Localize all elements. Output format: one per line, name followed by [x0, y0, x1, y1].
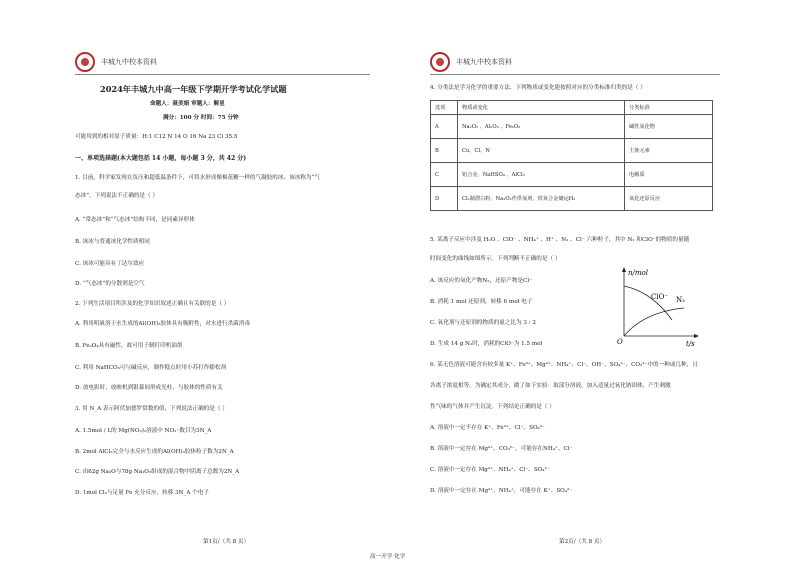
- q3-option-a: A. 1.5mol / L的 Mg(NO₃)₂溶液中 NO₃⁻数目为3N_A: [75, 428, 212, 434]
- school-label: 丰城九中校本资料: [101, 58, 157, 66]
- right-page-number: 第2页/（共 8 页）: [559, 539, 606, 545]
- clo-curve-label: ClO⁻: [651, 293, 669, 301]
- q5-stem-line1: 5. 某离子反应中涉及 H₂O 、ClO⁻ 、NH₄⁺ 、H⁺ 、N₂ 、Cl⁻ 六种粒子，其中 N₂ 和ClO⁻的物质的量随: [430, 237, 690, 243]
- q6-option-a: A. 溶液中一定不存在 K⁺、Fe³⁺、Cl⁻、SO₄²⁻: [430, 425, 545, 431]
- q5-option-b: B. 消耗 1 mol 还原剂，转移 6 mol 电子: [430, 299, 533, 305]
- table-cell: Cl₂制漂白粉、Na₂O₂作供氧剂、铁氧合金储运H₂: [458, 187, 625, 211]
- table-row: [431, 115, 713, 139]
- q3-option-d: D. 1mol Cl₂与足量 Fe 充分反应，转移 3N_A 个电子: [75, 490, 209, 496]
- q3-stem: 3. 用 N_A 表示阿伏加德罗常数的值，下列说法正确的是（ ）: [75, 406, 228, 412]
- table-row: [431, 187, 713, 211]
- q1-line1: 1. 目前，科学家发现在负压和超低温条件下，可将水形成像棉花糖一样的气凝胶的冰，该冰称为“气: [75, 175, 320, 181]
- q5-stem-line2: 时间变化的曲线如图所示。下列判断不正确的是（ ）: [430, 256, 561, 262]
- reaction-graph: [612, 262, 702, 348]
- exam-info: 满分：100 分 时间：75 分钟: [163, 115, 239, 121]
- school-label: 丰城九中校本资料: [456, 58, 512, 66]
- table-row: [431, 139, 713, 163]
- header-divider: [75, 74, 370, 75]
- q2-option-d: D. 放电影时，放映机到银幕间形成光柱，与胶体的性质有关: [75, 385, 223, 391]
- q5-option-c: C. 氧化剂与还原剂的物质的量之比为 3 : 2: [430, 320, 536, 326]
- classification-table: [430, 100, 713, 211]
- table-cell: 铝合金、NaHSO₄ 、AlCl₃: [458, 163, 625, 187]
- bottom-center-label: 高一开学 化学: [370, 554, 406, 560]
- q4-stem: 4. 分类法是学习化学的重要方法，下列物质或变化能按照对应的分类标准归类的是（ ）: [430, 85, 646, 91]
- graph-y-label: n/mol: [628, 269, 648, 277]
- table-cell: B: [431, 139, 458, 163]
- clo-curve: [624, 286, 672, 320]
- table-header-cell: 物质或变化: [458, 101, 625, 115]
- q2-option-c: C. 利用 NaHCO₃可与碱反应，制作糕点时用小苏打作膨松剂: [75, 365, 227, 371]
- table-cell: 主族元素: [625, 139, 713, 163]
- q1-option-d: D. “气态冰”的分散剂是空气: [75, 281, 145, 287]
- table-header-cell: 分类标准: [625, 101, 713, 115]
- section-title: 一、单项选择题(本大题包括 14 小题，每小题 3 分，共 42 分): [75, 155, 247, 162]
- table-cell: Cu、Cl、N: [458, 139, 625, 163]
- table-cell: D: [431, 187, 458, 211]
- n2-curve-label: N₂: [676, 296, 685, 304]
- table-cell: A: [431, 115, 458, 139]
- exam-authors: 命题人：聂美娟 审题人：解星: [150, 101, 225, 107]
- table-cell: C: [431, 163, 458, 187]
- q2-option-a: A. 利用明矾溶于水生成的Al(OH)₃胶体具有吸附性，对水进行杀菌消毒: [75, 321, 250, 327]
- graph-x-label: t/s: [686, 340, 695, 348]
- q2-option-b: B. Fe₃O₄具有磁性，故可用于制打印机油墨: [75, 343, 183, 349]
- left-header: [75, 47, 157, 77]
- atomic-masses: 可能用到的相对原子质量：H:1 C12 N 14 O 16 Na 23 Cl 35.5: [75, 134, 238, 140]
- n2-curve: [624, 308, 684, 336]
- header-divider: [430, 74, 720, 75]
- table-row: [431, 163, 713, 187]
- q6-stem-line2: 各离子浓度相等。为确定其成分，做了如下实验：取部分溶液，加入适量过氧化钠固体，产生刺激: [430, 383, 671, 389]
- table-cell: 碱性氧化物: [625, 115, 713, 139]
- table-cell: 氧化还原反应: [625, 187, 713, 211]
- q3-option-b: B. 2mol AlCl₃完全与水反应生成的Al(OH)₃胶体粒子数为2N_A: [75, 449, 234, 455]
- q6-stem-line1: 6. 某无色溶液可能含有较多量 K⁺、Fe³⁺、Mg²⁺、NH₄⁺、Cl⁻、OH⁻、SO₄²⁻、CO₃²⁻中的一种或几种，且: [430, 362, 698, 368]
- q5-option-d: D. 生成 14 g N₂时，消耗的ClO⁻为 1.5 mol: [430, 341, 543, 347]
- left-page-number: 第1页/（共 8 页）: [203, 539, 250, 545]
- q1-option-b: B. 该冰与普通冰化学性质相同: [75, 239, 150, 245]
- table-cell: 电解质: [625, 163, 713, 187]
- q2-stem: 2. 下列生活项目所涉及的化学知识叙述正确且有关联的是（ ）: [75, 301, 230, 307]
- school-seal-icon: [430, 52, 450, 72]
- graph-origin-label: O: [617, 338, 623, 346]
- q1-line2: 态冰”。下列说法不正确的是（ ）: [75, 193, 158, 199]
- table-cell: Na₂O₂ 、Al₂O₃ 、Fe₂O₃: [458, 115, 625, 139]
- q6-option-d: D. 溶液中一定存在 Mg²⁺、NH₄⁺，可能存在 K⁺、SO₄²⁻: [430, 488, 573, 494]
- table-header-row: [431, 101, 713, 115]
- q1-option-c: C. 该冰可能具有丁达尔效应: [75, 261, 145, 267]
- school-seal-icon: [75, 52, 95, 72]
- q5-option-a: A. 该反应的氧化产物N₂，还原产物是Cl⁻: [430, 278, 533, 284]
- exam-title: 2024年丰城九中高一年级下学期开学考试化学试题: [100, 84, 287, 94]
- x-axis-arrow-icon: [694, 334, 699, 338]
- y-axis-arrow-icon: [622, 267, 626, 272]
- q6-option-c: C. 溶液中一定存在 Mg²⁺、NH₄⁺、Cl⁻、SO₄²⁻: [430, 467, 550, 473]
- q6-stem-line3: 性气味的气体并产生沉淀。下列结论正确的是（ ）: [430, 404, 555, 410]
- q3-option-c: C. 由62g Na₂O与78g Na₂O₂组成的混合物中阴离子总数为2N_A: [75, 469, 240, 475]
- q6-option-b: B. 溶液中一定存在 Mg²⁺、CO₃²⁻，可能存在NH₄⁺、Cl⁻: [430, 446, 573, 452]
- q1-option-a: A. “常态冰”和“气态冰”结构不同，是同素异形体: [75, 217, 195, 223]
- right-header: [430, 47, 512, 77]
- table-header-cell: 选项: [431, 101, 458, 115]
